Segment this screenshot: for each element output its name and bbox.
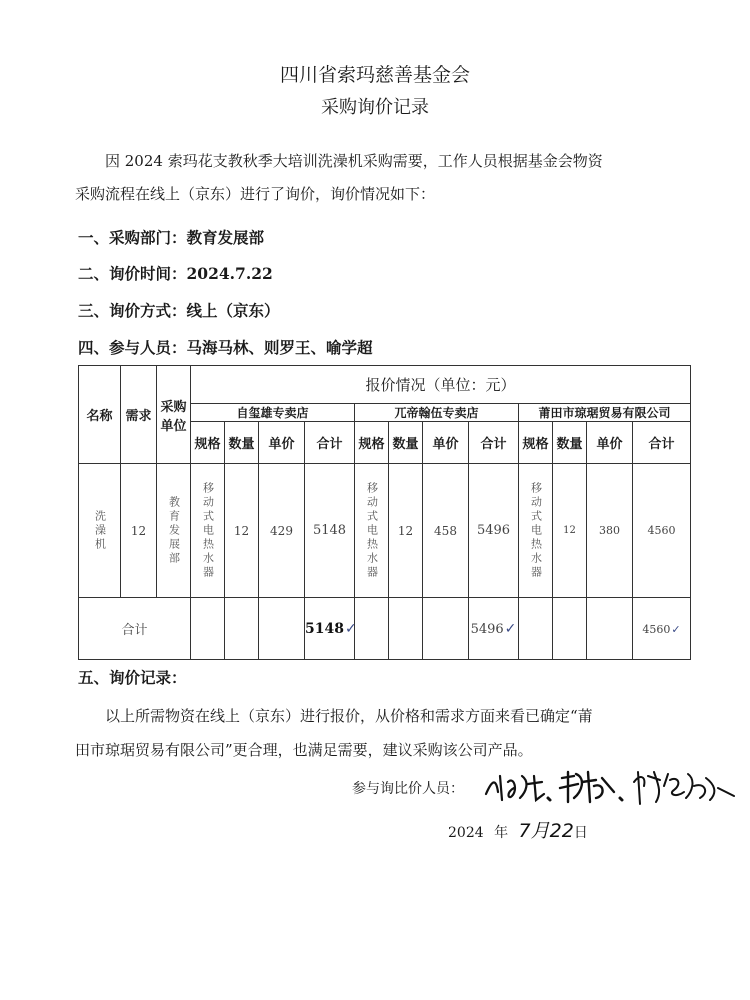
sum-total-3: 4560 (642, 622, 671, 636)
cell-price-1: 429 (259, 464, 305, 598)
header-purchasing-unit: 采购单位 (157, 366, 191, 464)
sum-empty-spec-3 (519, 598, 553, 660)
signature-label: 参与询比价人员： (352, 781, 464, 797)
sum-empty-spec-2 (355, 598, 389, 660)
organization-name: 四川省索玛慈善基金会 (279, 64, 470, 86)
item-participants-value: 马海马林、则罗王、喻学超 (186, 338, 373, 357)
check-mark-icon: ✓ (344, 620, 357, 637)
shop-name-2: 兀帝翰伍专卖店 (355, 404, 519, 422)
subheader-qty-2: 数量 (389, 422, 423, 464)
item-department (78, 226, 264, 248)
cell-item-name: 洗澡机 (79, 464, 121, 598)
sum-empty-price-1 (259, 598, 305, 660)
subheader-total-1: 合计 (305, 422, 355, 464)
sum-label: 合计 (79, 598, 191, 660)
date-year-suffix: 年 (494, 825, 509, 841)
subheader-price-1: 单价 (259, 422, 305, 464)
check-mark-icon: ✓ (671, 622, 681, 636)
sum-empty-qty-1 (225, 598, 259, 660)
item-inquiry-method (78, 299, 280, 321)
subheader-spec-1: 规格 (191, 422, 225, 464)
cell-spec-3: 移动式电热水器 (519, 464, 553, 598)
sum-total-2-cell (469, 598, 519, 660)
subheader-spec-2: 规格 (355, 422, 389, 464)
date-year: 2024 (448, 825, 484, 841)
header-quote-info: 报价情况（单位：元） (191, 366, 691, 404)
sum-empty-qty-2 (389, 598, 423, 660)
record-line-1: 以上所需物资在线上（京东）进行报价，从价格和需求方面来看已确定“莆 (105, 707, 593, 725)
handwritten-signatures (478, 762, 746, 810)
intro-line-1: 因 2024 索玛花支教秋季大培训洗澡机采购需要，工作人员根据基金会物资 (105, 152, 603, 170)
intro-line-2: 采购流程在线上（京东）进行了询价，询价情况如下： (75, 185, 436, 203)
sum-empty-qty-3 (553, 598, 587, 660)
cell-total-1: 5148 (305, 464, 355, 598)
subheader-total-2: 合计 (469, 422, 519, 464)
cell-total-3: 4560 (633, 464, 691, 598)
cell-qty-3: 12 (553, 464, 587, 598)
cell-purchasing-unit: 教育发展部 (157, 464, 191, 598)
item-inquiry-method-label: 三、询价方式： (78, 301, 187, 320)
sum-total-2: 5496 (470, 621, 504, 637)
subheader-price-2: 单价 (423, 422, 469, 464)
date-handwritten: 7月22 (518, 820, 574, 842)
signature-date (448, 816, 588, 843)
cell-spec-2: 移动式电热水器 (355, 464, 389, 598)
header-demand: 需求 (121, 366, 157, 464)
shop-name-1: 自玺雄专卖店 (191, 404, 355, 422)
cell-spec-1: 移动式电热水器 (191, 464, 225, 598)
subheader-qty-1: 数量 (225, 422, 259, 464)
cell-qty-1: 12 (225, 464, 259, 598)
subheader-price-3: 单价 (587, 422, 633, 464)
sum-total-1: 5148 (305, 620, 344, 637)
date-day-suffix: 日 (573, 825, 588, 841)
item-inquiry-method-value: 线上（京东） (186, 301, 280, 320)
item-inquiry-time-label: 二、询价时间： (78, 264, 187, 283)
sum-empty-price-3 (587, 598, 633, 660)
cell-qty-2: 12 (389, 464, 423, 598)
item-inquiry-time (78, 262, 273, 284)
subheader-qty-3: 数量 (553, 422, 587, 464)
cell-demand: 12 (121, 464, 157, 598)
item-department-label: 一、采购部门： (78, 228, 187, 247)
check-mark-icon: ✓ (504, 620, 517, 637)
record-heading: 五、询价记录： (78, 668, 187, 687)
quote-table (78, 365, 691, 660)
subheader-total-3: 合计 (633, 422, 691, 464)
item-inquiry-time-value: 2024.7.22 (186, 264, 273, 283)
sum-empty-spec-1 (191, 598, 225, 660)
item-participants (78, 336, 373, 358)
cell-price-2: 458 (423, 464, 469, 598)
sum-total-1-cell (305, 598, 355, 660)
cell-price-3: 380 (587, 464, 633, 598)
document-title: 采购询价记录 (321, 97, 429, 118)
shop-name-3: 莆田市琼琚贸易有限公司 (519, 404, 691, 422)
header-name: 名称 (79, 366, 121, 464)
sum-total-3-cell (633, 598, 691, 660)
record-line-2: 田市琼琚贸易有限公司”更合理，也满足需要，建议采购该公司产品。 (75, 741, 533, 759)
subheader-spec-3: 规格 (519, 422, 553, 464)
item-department-value: 教育发展部 (186, 228, 265, 247)
item-participants-label: 四、参与人员： (78, 338, 187, 357)
cell-total-2: 5496 (469, 464, 519, 598)
sum-empty-price-2 (423, 598, 469, 660)
